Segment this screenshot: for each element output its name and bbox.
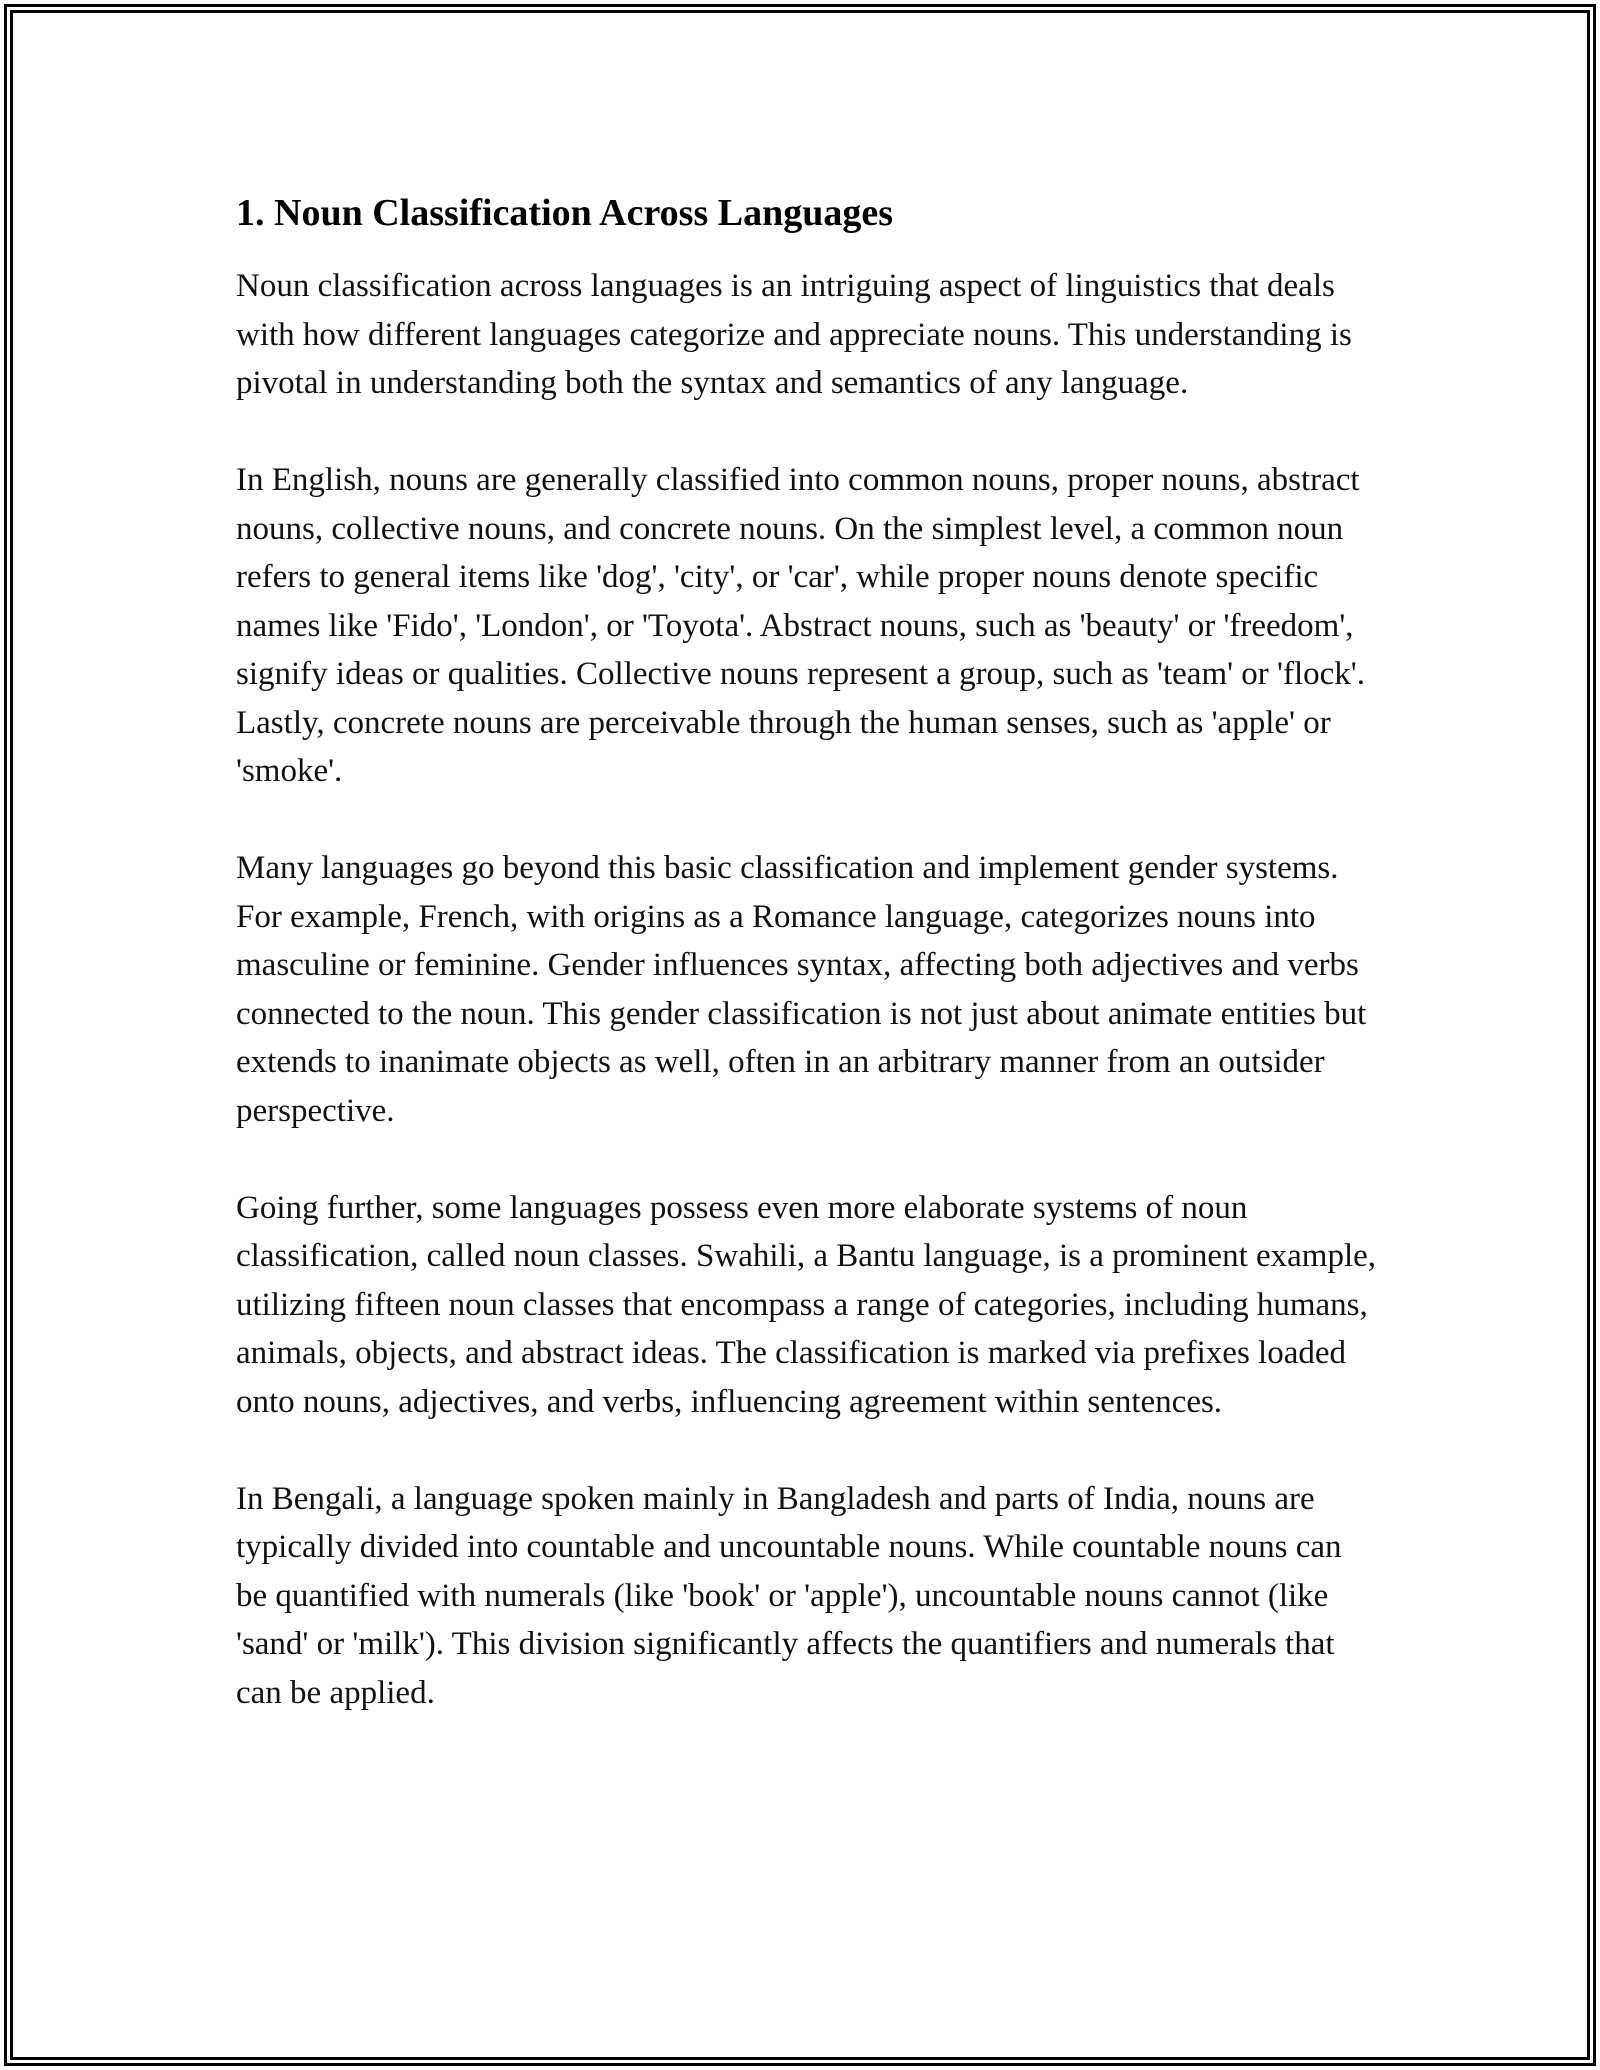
- paragraph-bengali: In Bengali, a language spoken mainly in Bangladesh and parts of India, nouns are typically divided into countable and uncountable nouns. While countable nouns can be quantified with numerals (like 'book' or 'apple'), uncountable nouns cannot (like 'sand' or 'milk'). This division significantly affects the quantifiers and numerals that can be applied.: [236, 1480, 1342, 1711]
- paragraph-noun-classes: Going further, some languages possess even more elaborate systems of noun classification, called noun classes. Swahili, a Bantu language, is a prominent example, utilizing fifteen noun classes that encompass a range of categories, including humans, animals, objects, and abstract ideas. The classification is marked via prefixes loaded onto nouns, adjectives, and verbs, influencing agreement within sentences.: [236, 1189, 1377, 1420]
- paragraph-intro: Noun classification across languages is an intriguing aspect of linguistics that deals with how different languages categorize and appreciate nouns. This understanding is pivotal in understanding both the syntax and semantics of any language.: [236, 268, 1352, 401]
- section-heading: 1. Noun Classification Across Languages: [236, 192, 894, 234]
- paragraph-gender-systems: Many languages go beyond this basic classification and implement gender systems. For example, French, with origins as a Romance language, categorizes nouns into masculine or feminine. Gender influences syntax, affecting both adjectives and verbs connected to the noun. This gender classification is not just about animate entities but extends to inanimate objects as well, often in an arbitrary manner from an outsider perspective.: [236, 850, 1367, 1129]
- paragraph-english: In English, nouns are generally classified into common nouns, proper nouns, abstract nouns, collective nouns, and concrete nouns. On the simplest level, a common noun refers to general items like 'dog', 'city', or 'car', while proper nouns denote specific names like 'Fido', 'London', or 'Toyota'. Abstract nouns, such as 'beauty' or 'freedom', signify ideas or qualities. Collective nouns represent a group, such as 'team' or 'flock'. Lastly, concrete nouns are perceivable through the human senses, such as 'apple' or 'smoke'.: [236, 462, 1365, 789]
- document-body: [236, 186, 1376, 1766]
